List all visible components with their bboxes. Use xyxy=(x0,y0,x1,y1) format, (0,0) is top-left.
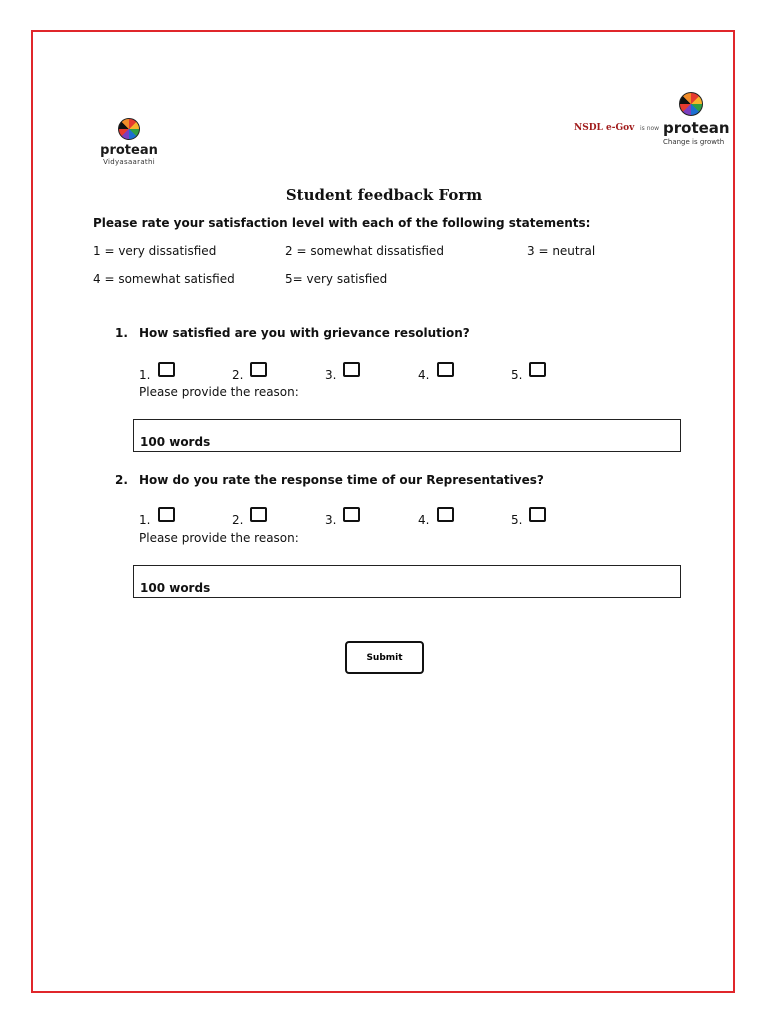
question-2-text: How do you rate the response time of our Representatives? xyxy=(139,473,544,487)
q1-option-4-label: 4. xyxy=(418,368,430,382)
q1-option-1-label: 1. xyxy=(139,368,151,382)
q1-reason-placeholder: 100 words xyxy=(140,435,211,449)
q1-reason-label: Please provide the reason: xyxy=(139,385,299,399)
submit-button[interactable]: Submit xyxy=(345,641,424,674)
q1-option-2-label: 2. xyxy=(232,368,244,382)
logo-left-word: protean xyxy=(100,143,158,158)
scale-item-2: 2 = somewhat dissatisfied xyxy=(285,244,444,258)
q1-option-5-checkbox[interactable] xyxy=(529,362,546,377)
q2-reason-field[interactable] xyxy=(133,565,681,598)
nsdl-egov-text: NSDL e-Gov xyxy=(574,123,635,133)
q1-option-3-checkbox[interactable] xyxy=(343,362,360,377)
is-now-text: is now xyxy=(640,125,660,132)
q2-option-4-label: 4. xyxy=(418,513,430,527)
page-border xyxy=(31,30,735,993)
q2-reason-placeholder: 100 words xyxy=(140,581,211,595)
q2-option-1-label: 1. xyxy=(139,513,151,527)
question-2-number: 2. xyxy=(115,473,128,487)
scale-item-1: 1 = very dissatisfied xyxy=(93,244,217,258)
q1-option-1-checkbox[interactable] xyxy=(158,362,175,377)
q1-option-4-checkbox[interactable] xyxy=(437,362,454,377)
q1-reason-field[interactable] xyxy=(133,419,681,452)
protean-logo-icon xyxy=(679,92,703,116)
q2-option-2-label: 2. xyxy=(232,513,244,527)
q1-option-5-label: 5. xyxy=(511,368,523,382)
scale-item-3: 3 = neutral xyxy=(527,244,596,258)
question-1-number: 1. xyxy=(115,326,128,340)
protean-logo-icon xyxy=(118,118,140,140)
q2-option-3-label: 3. xyxy=(325,513,337,527)
logo-right-word: protean xyxy=(663,119,730,137)
nsdl-protean-logo xyxy=(570,92,730,152)
q2-option-2-checkbox[interactable] xyxy=(250,507,267,522)
question-1-text: How satisfied are you with grievance resolution? xyxy=(139,326,470,340)
question-1 xyxy=(115,326,470,340)
q2-option-5-checkbox[interactable] xyxy=(529,507,546,522)
page-title: Student feedback Form xyxy=(285,186,483,204)
protean-vidyasaarathi-logo xyxy=(92,114,166,174)
q2-option-3-checkbox[interactable] xyxy=(343,507,360,522)
q1-option-3-label: 3. xyxy=(325,368,337,382)
q2-reason-label: Please provide the reason: xyxy=(139,531,299,545)
q2-option-4-checkbox[interactable] xyxy=(437,507,454,522)
q2-option-5-label: 5. xyxy=(511,513,523,527)
logo-right-tagline: Change is growth xyxy=(663,138,725,146)
scale-item-5: 5= very satisfied xyxy=(285,272,388,286)
q2-option-1-checkbox[interactable] xyxy=(158,507,175,522)
rating-instruction: Please rate your satisfaction level with each of the following statements: xyxy=(93,216,591,230)
q1-option-2-checkbox[interactable] xyxy=(250,362,267,377)
question-2 xyxy=(115,473,544,487)
scale-item-4: 4 = somewhat satisfied xyxy=(93,272,235,286)
logo-left-sub: Vidyasaarathi xyxy=(103,158,155,166)
